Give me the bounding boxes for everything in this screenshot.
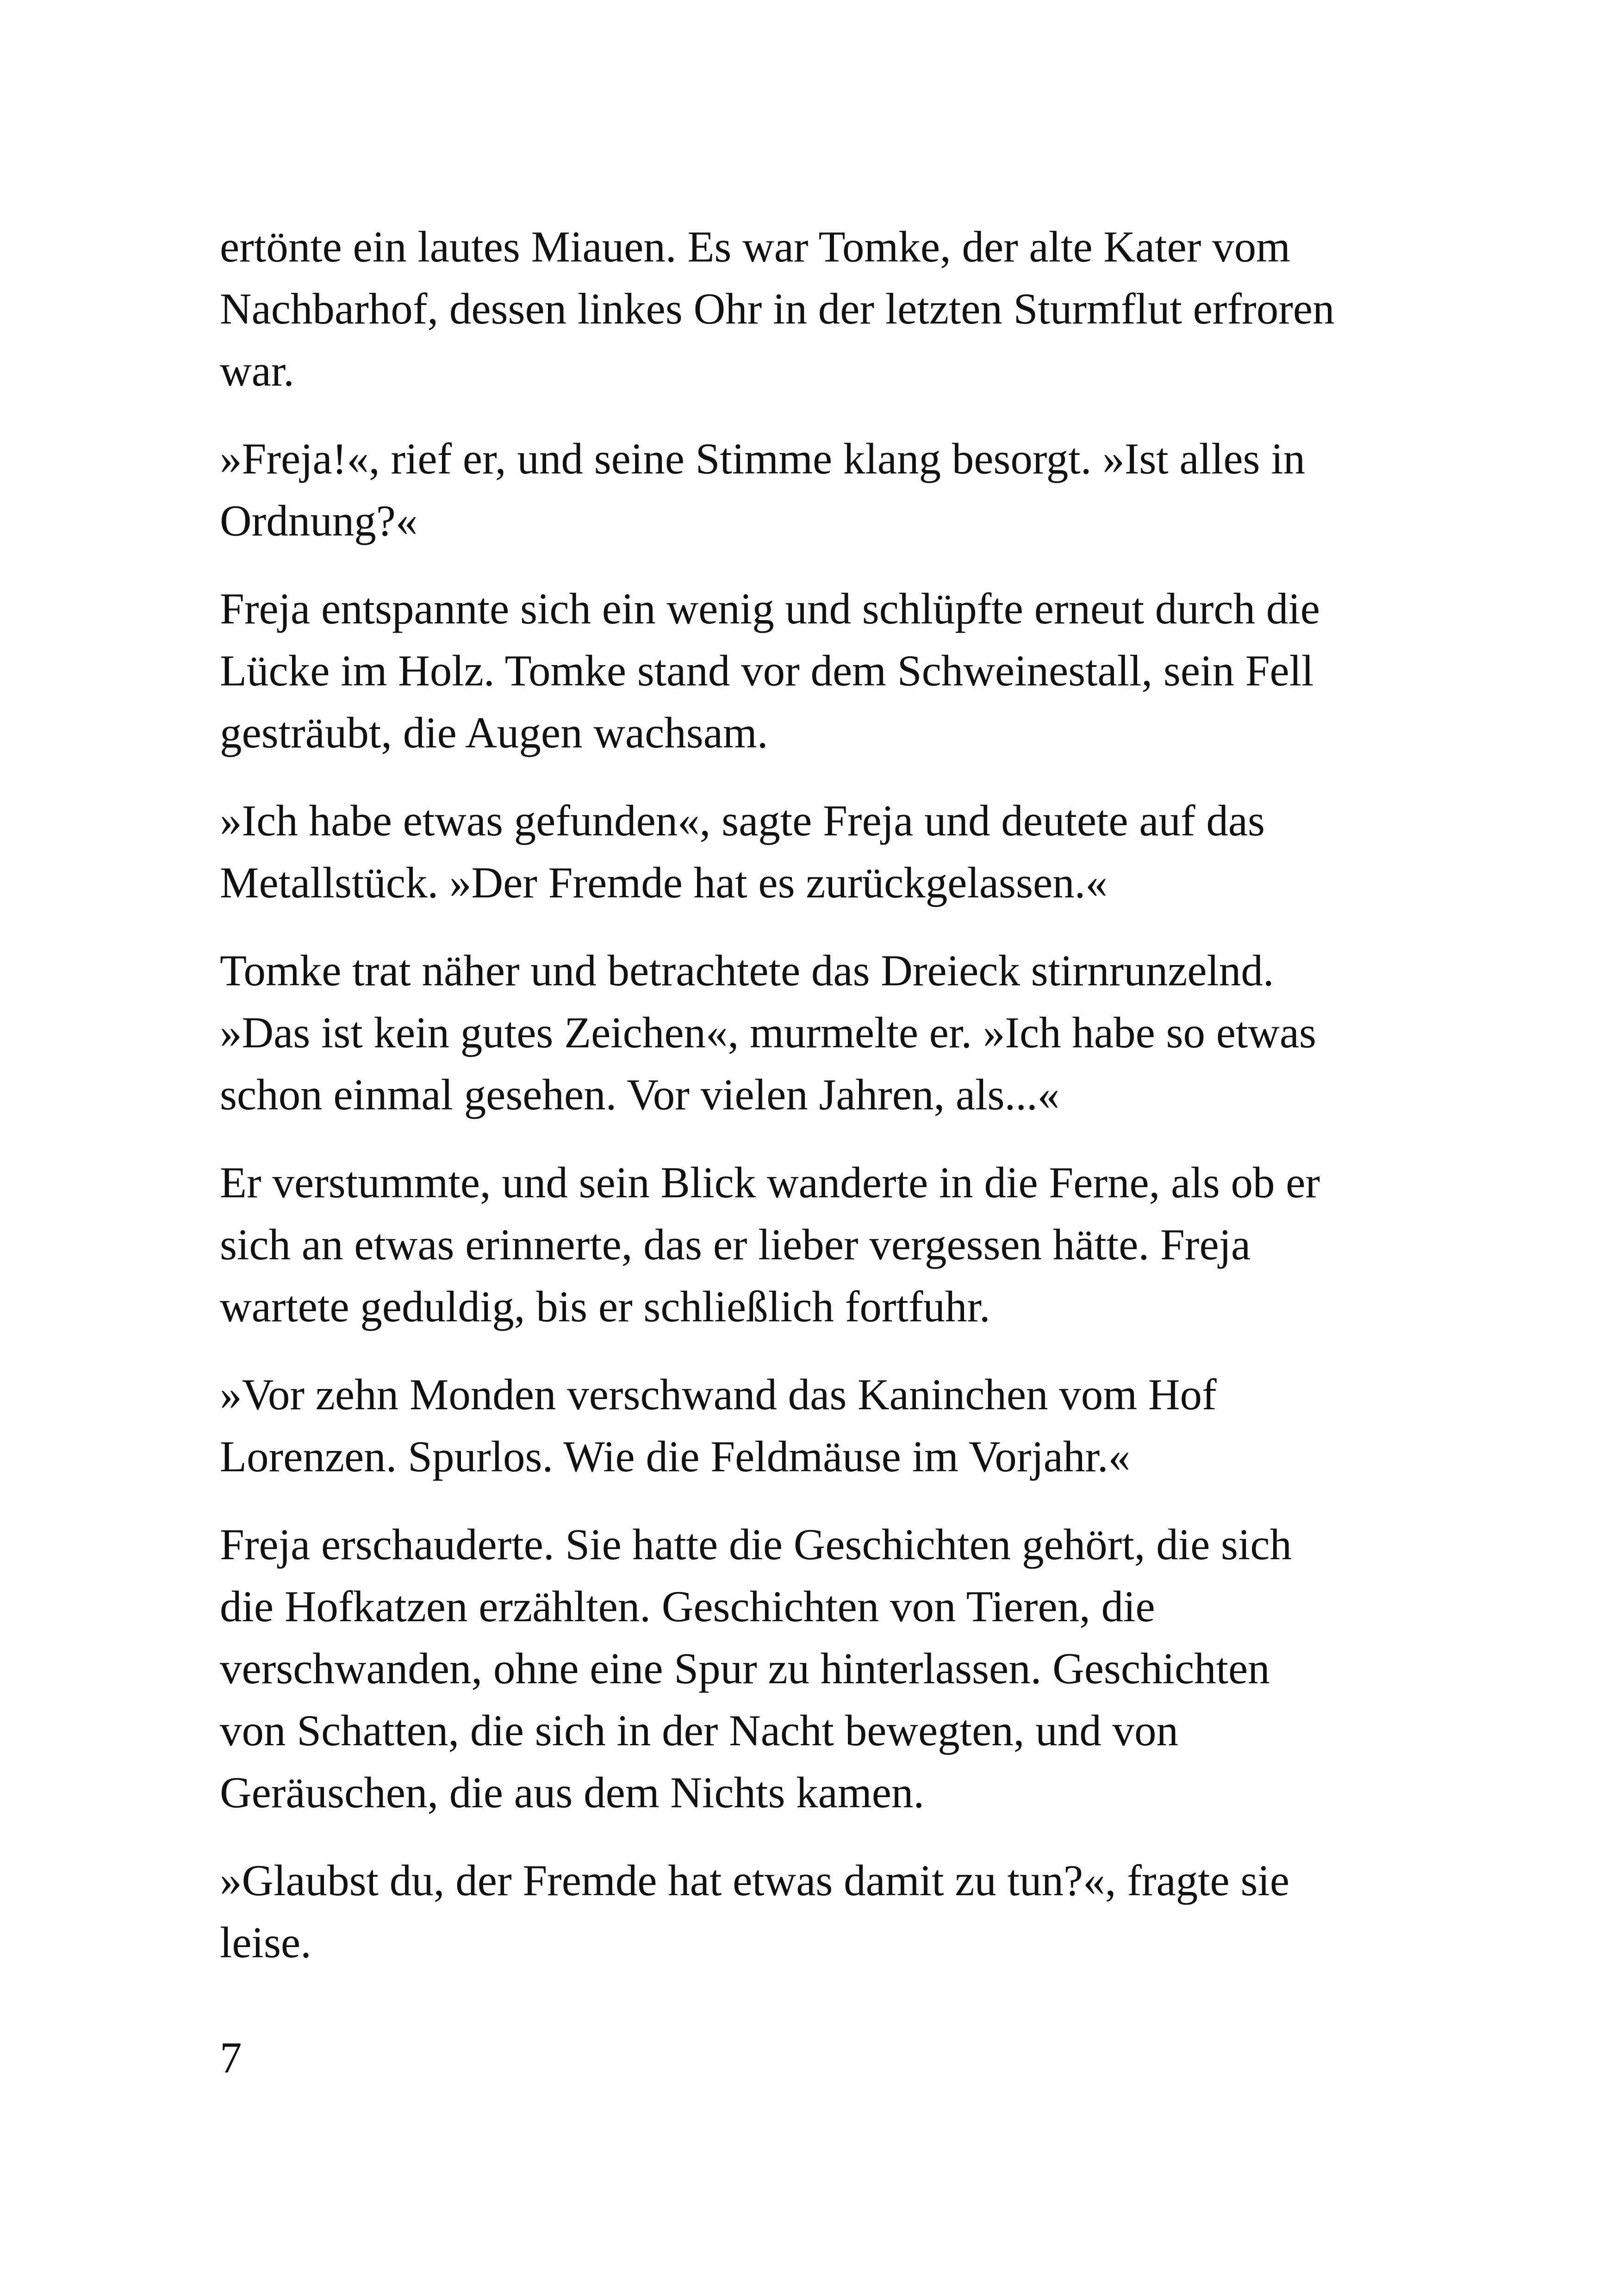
text-line: war. [220, 346, 294, 395]
text-line: »Das ist kein gutes Zeichen«, murmelte er. »Ich habe so etwas [220, 1008, 1317, 1057]
paragraph [220, 1513, 1414, 1823]
text-line: wartete geduldig, bis er schließlich fortfuhr. [220, 1282, 990, 1331]
text-line: sich an etwas erinnerte, das er lieber vergessen hätte. Freja [220, 1220, 1251, 1269]
text-line: verschwanden, ohne eine Spur zu hinterlassen. Geschichten [220, 1644, 1270, 1693]
text-line: leise. [220, 1918, 311, 1967]
text-line: Freja entspannte sich ein wenig und schlüpfte erneut durch die [220, 584, 1320, 633]
text-line: Freja erschauderte. Sie hatte die Geschichten gehört, die sich [220, 1520, 1292, 1569]
text-line: Tomke trat näher und betrachtete das Dreieck stirnrunzelnd. [220, 946, 1274, 995]
text-line: Nachbarhof, dessen linkes Ohr in der letzten Sturmflut erfroren [220, 284, 1335, 333]
paragraph [220, 940, 1414, 1126]
page-number: 7 [220, 2033, 242, 2082]
text-line: Ordnung?« [220, 496, 418, 545]
text-line: »Ich habe etwas gefunden«, sagte Freja und deutete auf das [220, 796, 1265, 845]
text-line: Lorenzen. Spurlos. Wie die Feldmäuse im Vorjahr.« [220, 1432, 1131, 1481]
text-line: ertönte ein lautes Miauen. Es war Tomke, der alte Kater vom [220, 222, 1291, 271]
text-line: Metallstück. »Der Fremde hat es zurückgelassen.« [220, 858, 1108, 907]
paragraph [220, 1151, 1414, 1338]
text-line: von Schatten, die sich in der Nacht bewegten, und von [220, 1706, 1178, 1755]
text-line: schon einmal gesehen. Vor vielen Jahren, als...« [220, 1070, 1060, 1119]
body-text [220, 216, 1414, 1999]
paragraph [220, 790, 1414, 914]
text-line: gesträubt, die Augen wachsam. [220, 708, 768, 757]
paragraph [220, 428, 1414, 552]
text-line: »Freja!«, rief er, und seine Stimme klang besorgt. »Ist alles in [220, 434, 1306, 483]
text-line: »Glaubst du, der Fremde hat etwas damit zu tun?«, fragte sie [220, 1856, 1289, 1905]
text-line: Geräuschen, die aus dem Nichts kamen. [220, 1768, 925, 1817]
paragraph [220, 1849, 1414, 1973]
text-line: Lücke im Holz. Tomke stand vor dem Schweinestall, sein Fell [220, 646, 1314, 695]
paragraph [220, 1363, 1414, 1487]
text-line: die Hofkatzen erzählten. Geschichten von Tieren, die [220, 1582, 1155, 1631]
text-line: »Vor zehn Monden verschwand das Kaninchen vom Hof [220, 1370, 1217, 1419]
text-line: Er verstummte, und sein Blick wanderte in die Ferne, als ob er [220, 1158, 1320, 1207]
paragraph [220, 216, 1414, 402]
paragraph [220, 578, 1414, 764]
